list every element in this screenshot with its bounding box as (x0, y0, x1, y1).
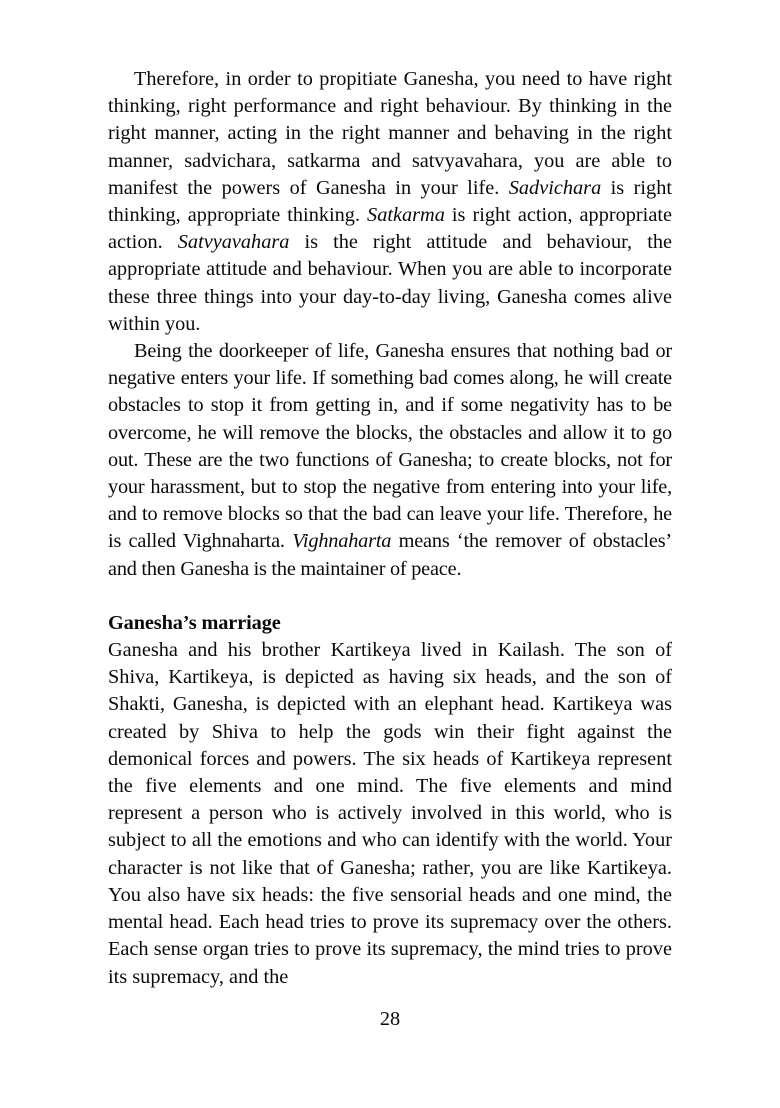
term-sadvichara: Sadvichara (508, 176, 602, 199)
paragraph-1-run-3: is right action, appropriate action. (108, 204, 672, 254)
paragraph-1-run-1: Therefore, in order to propitiate Ganesha, you need to have right thinking, right performance and right behaviour. By thinking in the right manner, acting in the right manner and behaving in the right manner, sadvichara, satkarma and satvyavahara, you are able to manifest the powers of Ganesha in your life. (108, 68, 672, 199)
term-vighnaharta: Vighnaharta (292, 530, 392, 553)
paragraph-2-run-2: means ‘the remover of obstacles’ and then Ganesha is the maintainer of peace. (108, 530, 672, 580)
paragraph-propitiate-ganesha (108, 66, 672, 338)
heading-spacer (108, 583, 672, 610)
page-number: 28 (379, 1008, 401, 1030)
paragraph-3-run-1: Ganesha and his brother Kartikeya lived in Kailash. The son of Shiva, Kartikeya, is depicted as having six heads, and the son of Shakti, Ganesha, is depicted with an elephant head. Kartikeya was created by Shiva to help the gods win their fight against the demonical forces and powers. The six heads of Kartikeya represent the five elements and one mind. The five elements and mind represent a person who is actively involved in this world, who is subject to all the emotions and who can identify with the world. Your character is not like that of Ganesha; rather, you are like Kartikeya. You also have six heads: the five sensorial heads and one mind, the mental head. Each head tries to prove its supremacy over the others. Each sense organ tries to prove its supremacy, the mind tries to prove its supremacy, and the (108, 639, 672, 988)
term-satkarma: Satkarma (367, 204, 445, 227)
section-heading-ganeshas-marriage: Ganesha’s marriage (108, 611, 281, 634)
text-block (108, 66, 672, 991)
paragraph-1-run-4: is the right attitude and behaviour, the appropriate attitude and behaviour. When you are able to incorporate these three things into your day-to-day living, Ganesha comes alive within you. (108, 231, 673, 335)
paragraph-doorkeeper-of-life (108, 338, 672, 583)
term-satvyavahara: Satvyavahara (177, 231, 290, 254)
paragraph-ganesha-and-kartikeya (108, 637, 672, 991)
paragraph-1-run-2: is right thinking, appropriate thinking. (108, 176, 672, 227)
paragraph-2-run-1: Being the doorkeeper of life, Ganesha ensures that nothing bad or negative enters your life. If something bad comes along, he will create obstacles to stop it from getting in, and if some negativity has to be overcome, he will remove the blocks, the obstacles and allow it to go out. These are the two functions of Ganesha; to create blocks, not for your harassment, but to stop the negative from entering into your life, and to remove blocks so that the bad can leave your life. Therefore, he is called Vighnaharta. (108, 340, 672, 553)
